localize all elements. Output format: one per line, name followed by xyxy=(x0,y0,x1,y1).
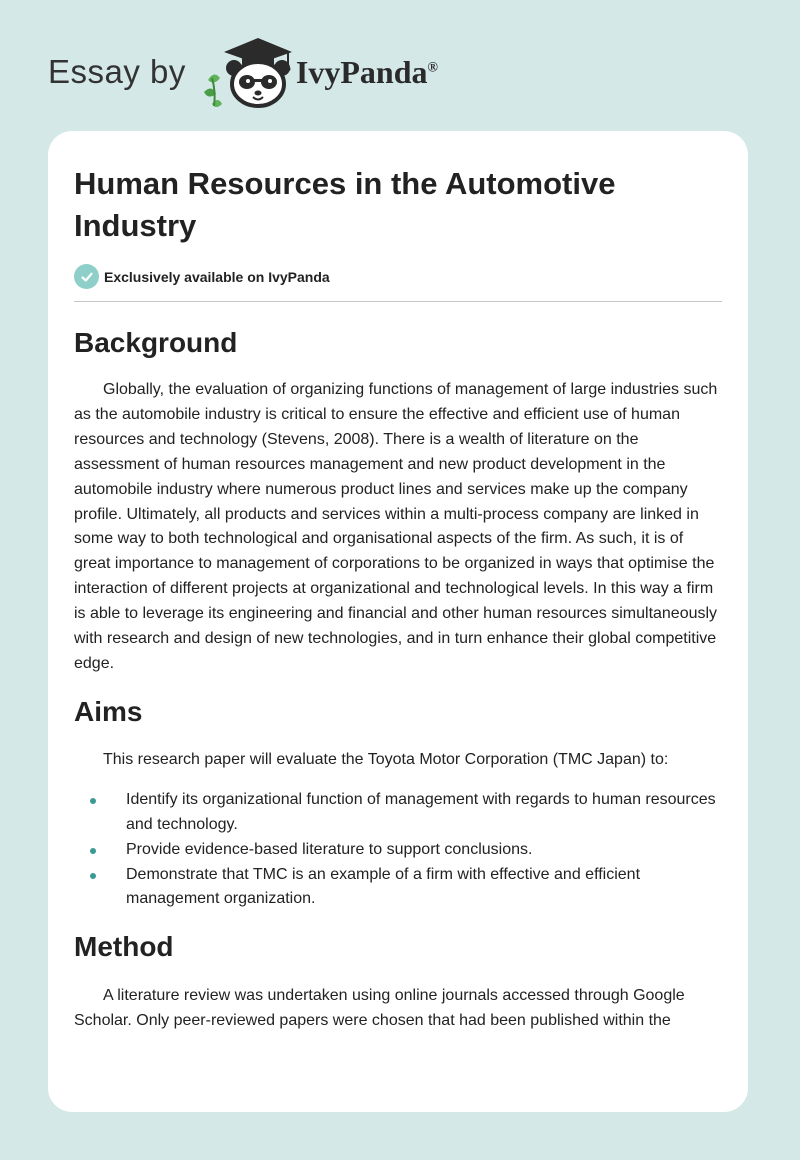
section-method xyxy=(74,929,722,1034)
section-background xyxy=(74,325,722,677)
site-header xyxy=(48,34,438,110)
title-divider xyxy=(74,301,722,302)
list-item: Provide evidence-based literature to support conclusions. xyxy=(126,838,722,863)
list-item: Identify its organizational function of management with regards to human resources and technology. xyxy=(126,788,722,838)
aims-intro: This research paper will evaluate the Toyota Motor Corporation (TMC Japan) to: xyxy=(103,750,669,768)
brand-name-text: IvyPanda xyxy=(295,53,428,90)
check-circle-icon xyxy=(74,264,99,289)
section-aims xyxy=(74,694,722,912)
section-heading-background: Background xyxy=(74,327,238,358)
panda-graduate-icon[interactable] xyxy=(198,34,294,110)
aims-list xyxy=(74,788,722,913)
badge-text: Exclusively available on IvyPanda xyxy=(104,268,330,285)
list-item: Demonstrate that TMC is an example of a firm with effective and efficient management organization. xyxy=(126,863,722,913)
section-heading-method: Method xyxy=(74,931,174,963)
essay-card xyxy=(48,131,748,1112)
background-paragraph: Globally, the evaluation of organizing functions of management of large industries such as the automobile industry is critical to ensure the effective and efficient use of human resources and technology (Stevens, 2008). There is a wealth of literature on the assessment of human resources management and new product development in the automobile industry where numerous product lines and services make up the company profile. Ultimately, all products and services within a multi-process company are linked in some way to both technological and organisational aspects of the firm. As such, it is of great importance to management of corporations to be organized in ways that optimise the interaction of different projects at organizational and technological levels. In this way a firm is able to leverage its engineering and financial and other human resources simultaneously with research and design of new technologies, and in turn enhance their global competitive edge. xyxy=(74,381,718,672)
brand-prefix: Essay by xyxy=(48,53,186,90)
section-heading-aims: Aims xyxy=(74,695,143,727)
registered-mark: ® xyxy=(427,59,438,75)
exclusive-badge xyxy=(74,264,722,289)
brand-name[interactable] xyxy=(296,54,438,91)
page-title: Human Resources in the Automotive Industry xyxy=(74,166,616,243)
method-paragraph: A literature review was undertaken using online journals accessed through Google Scholar. Only peer-reviewed papers were chosen that had been published within the xyxy=(74,987,685,1030)
